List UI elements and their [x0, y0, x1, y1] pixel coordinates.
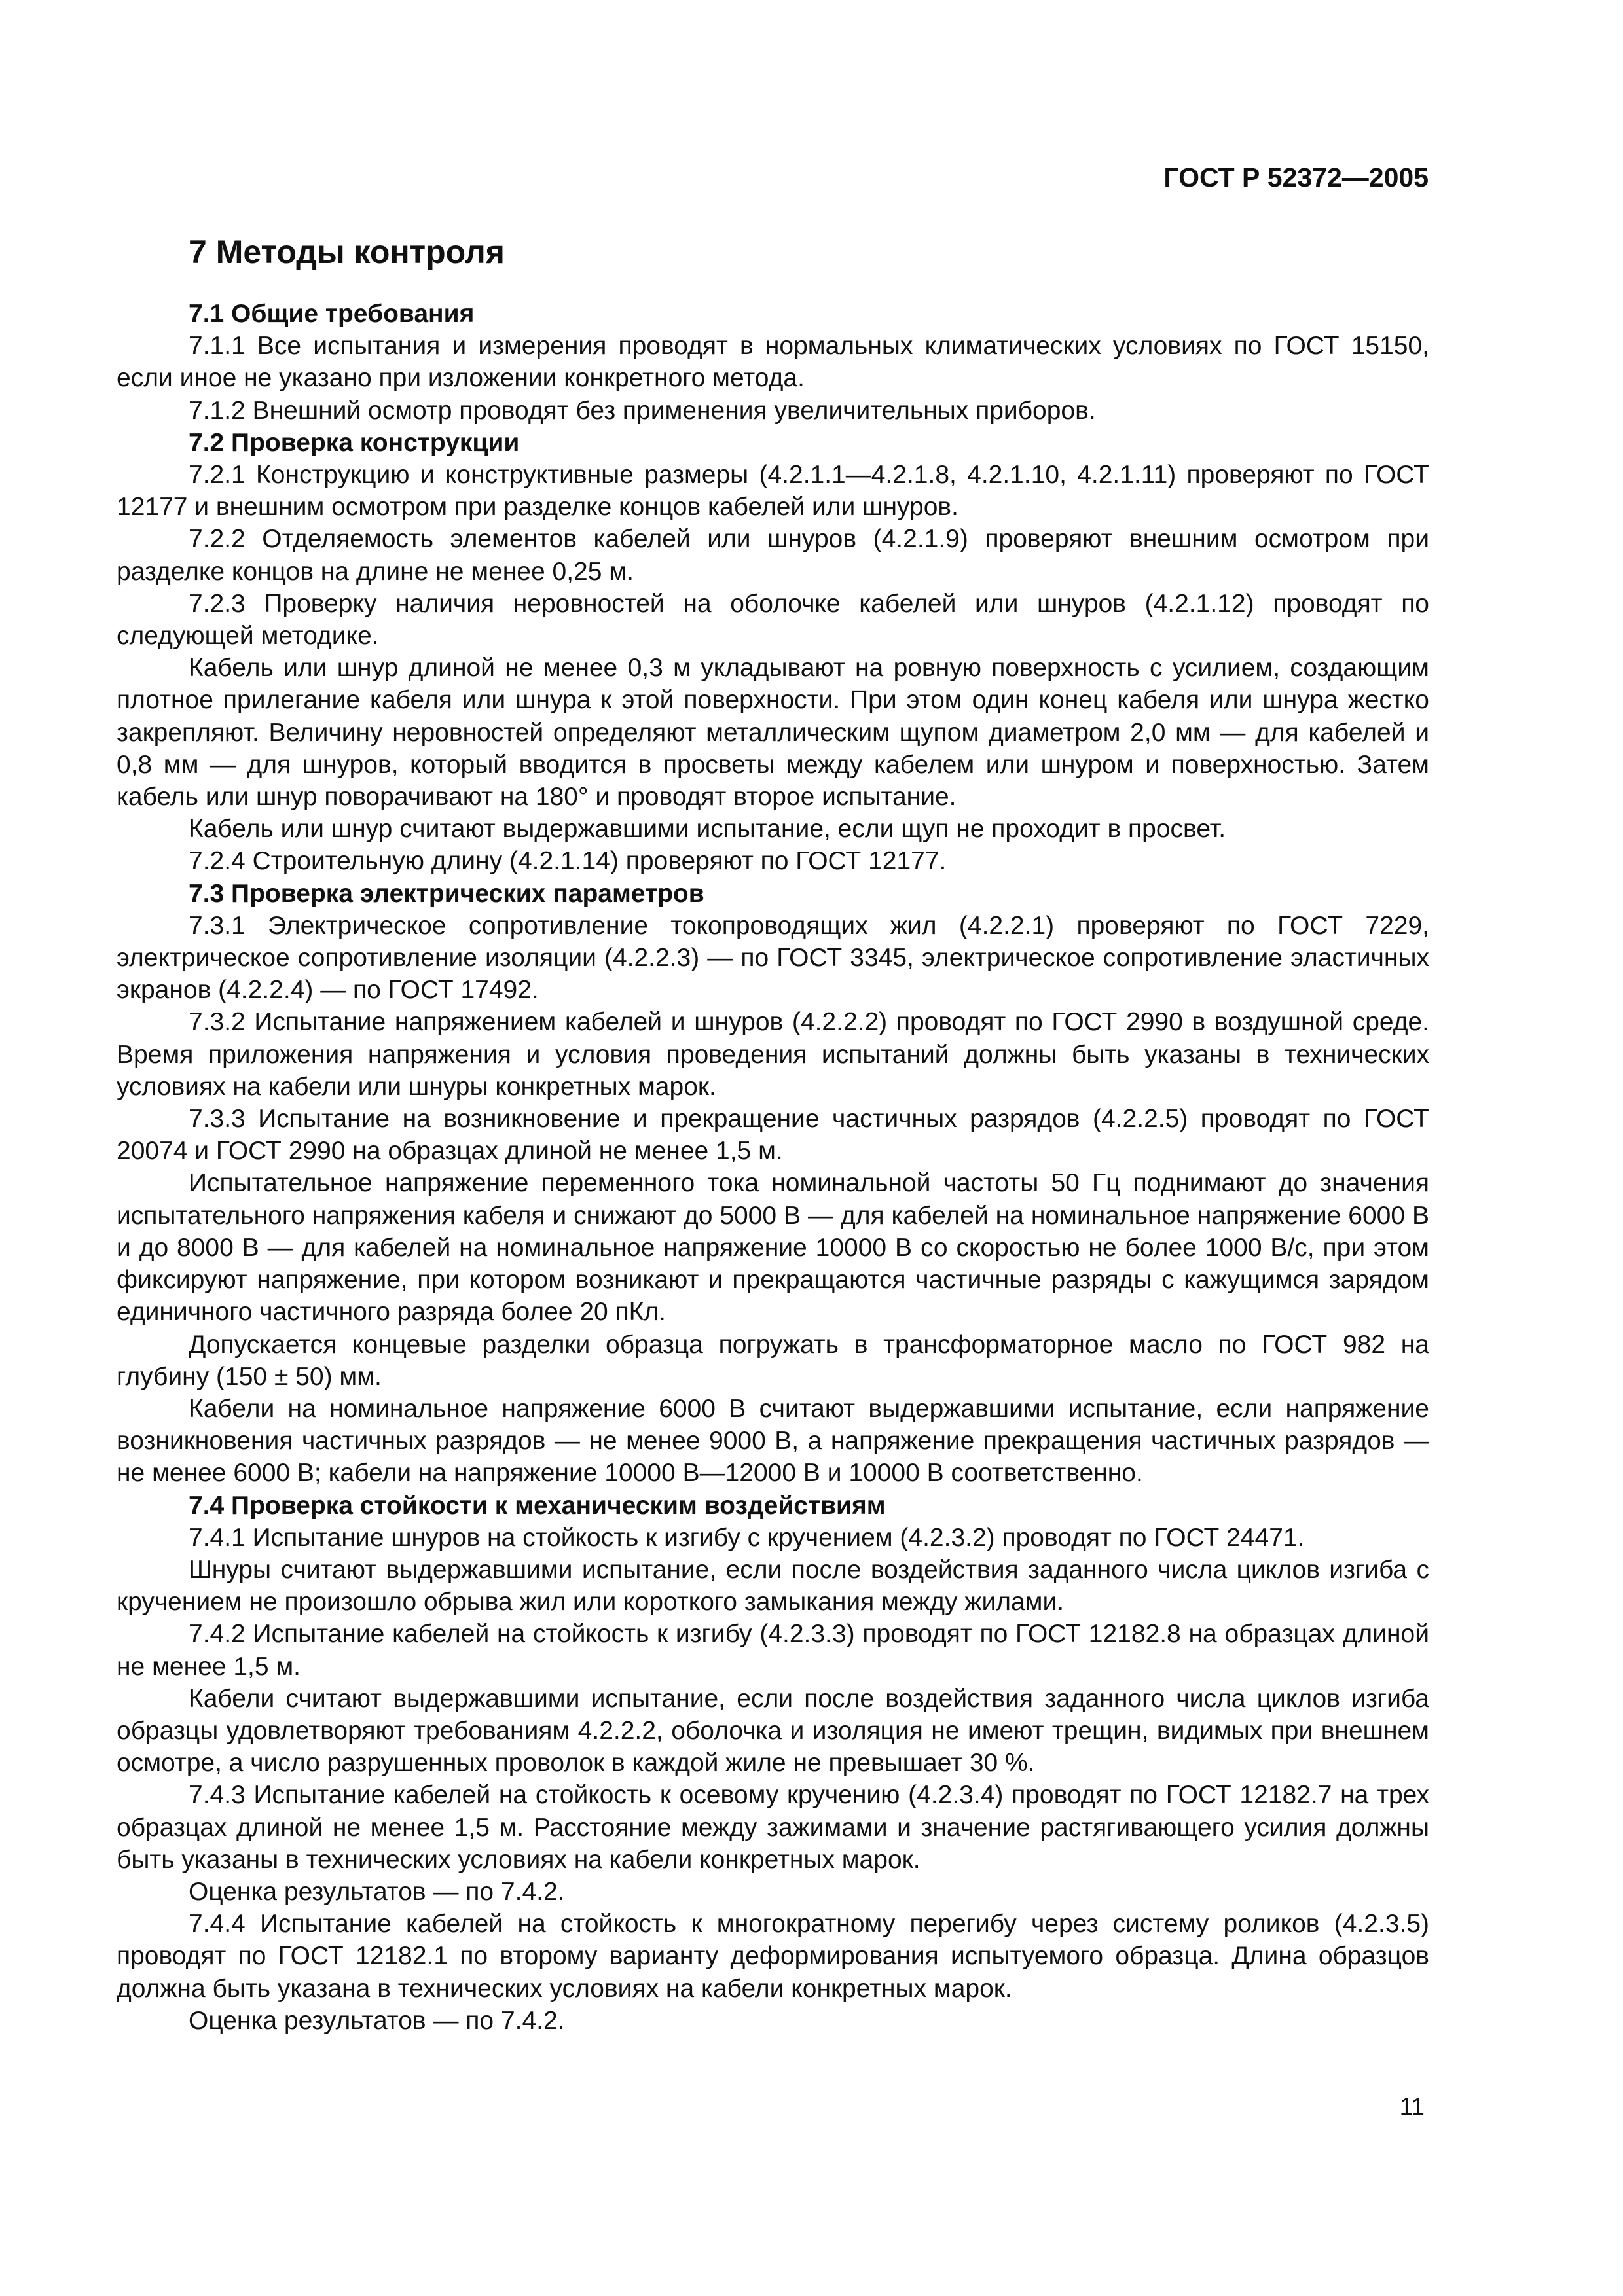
paragraph: 7.4.4 Испытание кабелей на стойкость к многократному перегибу через систему роликов (4.2.3.5) проводят по ГОСТ 12182.1 по второму варианту деформирования испытуемого образца. Длина образцов должна быть указана в технических условиях на кабели конкретных марок. — [117, 1910, 1429, 2003]
paragraph: Кабель или шнур считают выдержавшими испытание, если щуп не проходит в просвет. — [189, 815, 1226, 844]
paragraph: 7.1.2 Внешний осмотр проводят без применения увеличительных приборов. — [189, 396, 1096, 425]
paragraph: Допускается концевые разделки образца погружать в трансформаторное масло по ГОСТ 982 на глубину (150 ± 50) мм. — [117, 1330, 1429, 1391]
document-body — [117, 298, 1429, 2037]
section-title: 7 Методы контроля — [189, 234, 505, 270]
paragraph: Оценка результатов — по 7.4.2. — [189, 1877, 565, 1906]
paragraph: 7.2.2 Отделяемость элементов кабелей или шнуров (4.2.1.9) проверяют внешним осмотром при разделке концов на длине не менее 0,25 м. — [117, 525, 1429, 586]
paragraph: 7.2.1 Конструкцию и конструктивные размеры (4.2.1.1—4.2.1.8, 4.2.1.10, 4.2.1.11) проверяют по ГОСТ 12177 и внешним осмотром при разделке концов кабелей или шнуров. — [117, 461, 1429, 522]
paragraph: Испытательное напряжение переменного тока номинальной частоты 50 Гц поднимают до значения испытательного напряжения кабеля и снижают до 5000 В — для кабелей на номинальное напряжение 6000 В и до 8000 В — для кабелей на номинальное напряжение 10000 В со скоростью не более 1000 В/с, при этом фиксируют напряжение, при котором возникают и прекращаются частичные разряды с кажущимся зарядом единичного частичного разряда более 20 пКл. — [117, 1169, 1429, 1327]
paragraph: 7.3.2 Испытание напряжением кабелей и шнуров (4.2.2.2) проводят по ГОСТ 2990 в воздушной среде. Время приложения напряжения и условия проведения испытаний должны быть указаны в технических условиях на кабели или шнуры конкретных марок. — [117, 1008, 1429, 1101]
subsection-heading: 7.4 Проверка стойкости к механическим воздействиям — [189, 1491, 886, 1520]
subsection-heading: 7.2 Проверка конструкции — [189, 428, 520, 457]
page-number: 11 — [1399, 2093, 1425, 2120]
paragraph: Шнуры считают выдержавшими испытание, если после воздействия заданного числа циклов изгиба с кручением не произошло обрыва жил или короткого замыкания между жилами. — [117, 1555, 1429, 1617]
paragraph: Оценка результатов — по 7.4.2. — [189, 2006, 565, 2035]
paragraph: Кабель или шнур длиной не менее 0,3 м укладывают на ровную поверхность с усилием, создающим плотное прилегание кабеля или шнура к этой поверхности. При этом один конец кабеля или шнура жестко закрепляют. Величину неровностей определяют металлическим щупом диаметром 2,0 мм — для кабелей и 0,8 мм — для шнуров, который вводится в просветы между кабелем или шнуром и поверхностью. Затем кабель или шнур поворачивают на 180° и проводят второе испытание. — [117, 654, 1429, 812]
paragraph: Кабели считают выдержавшими испытание, если после воздействия заданного числа циклов изгиба образцы удовлетворяют требованиям 4.2.2.2, оболочка и изоляция не имеют трещин, видимых при внешнем осмотре, а число разрушенных проволок в каждой жиле не превышает 30 %. — [117, 1684, 1429, 1778]
paragraph: 7.1.1 Все испытания и измерения проводят в нормальных климатических условиях по ГОСТ 15150, если иное не указано при изложении конкретного метода. — [117, 332, 1429, 393]
paragraph: 7.2.4 Строительную длину (4.2.1.14) проверяют по ГОСТ 12177. — [189, 847, 947, 876]
paragraph: 7.4.3 Испытание кабелей на стойкость к осевому кручению (4.2.3.4) проводят по ГОСТ 12182.7 на трех образцах длиной не менее 1,5 м. Расстояние между зажимами и значение растягивающего усилия должны быть указаны в технических условиях на кабели конкретных марок. — [117, 1781, 1429, 1874]
paragraph: 7.2.3 Проверку наличия неровностей на оболочке кабелей или шнуров (4.2.1.12) проводят по следующей методике. — [117, 589, 1429, 651]
subsection-heading: 7.1 Общие требования — [189, 300, 475, 328]
subsection-heading: 7.3 Проверка электрических параметров — [189, 879, 704, 908]
paragraph: Кабели на номинальное напряжение 6000 В считают выдержавшими испытание, если напряжение возникновения частичных разрядов — не менее 9000 В, а напряжение прекращения частичных разрядов — не менее 6000 В; кабели на напряжение 10000 В—12000 В и 10000 В соответственно. — [117, 1394, 1429, 1488]
paragraph: 7.4.2 Испытание кабелей на стойкость к изгибу (4.2.3.3) проводят по ГОСТ 12182.8 на образцах длиной не менее 1,5 м. — [117, 1620, 1429, 1681]
paragraph: 7.3.3 Испытание на возникновение и прекращение частичных разрядов (4.2.2.5) проводят по ГОСТ 20074 и ГОСТ 2990 на образцах длиной не менее 1,5 м. — [117, 1105, 1429, 1166]
paragraph: 7.3.1 Электрическое сопротивление токопроводящих жил (4.2.2.1) проверяют по ГОСТ 7229, электрическое сопротивление изоляции (4.2.2.3) — по ГОСТ 3345, электрическое сопротивление эластичных экранов (4.2.2.4) — по ГОСТ 17492. — [117, 911, 1429, 1005]
document-header: ГОСТ Р 52372—2005 — [1163, 162, 1429, 192]
paragraph: 7.4.1 Испытание шнуров на стойкость к изгибу с кручением (4.2.3.2) проводят по ГОСТ 24471. — [189, 1523, 1305, 1552]
